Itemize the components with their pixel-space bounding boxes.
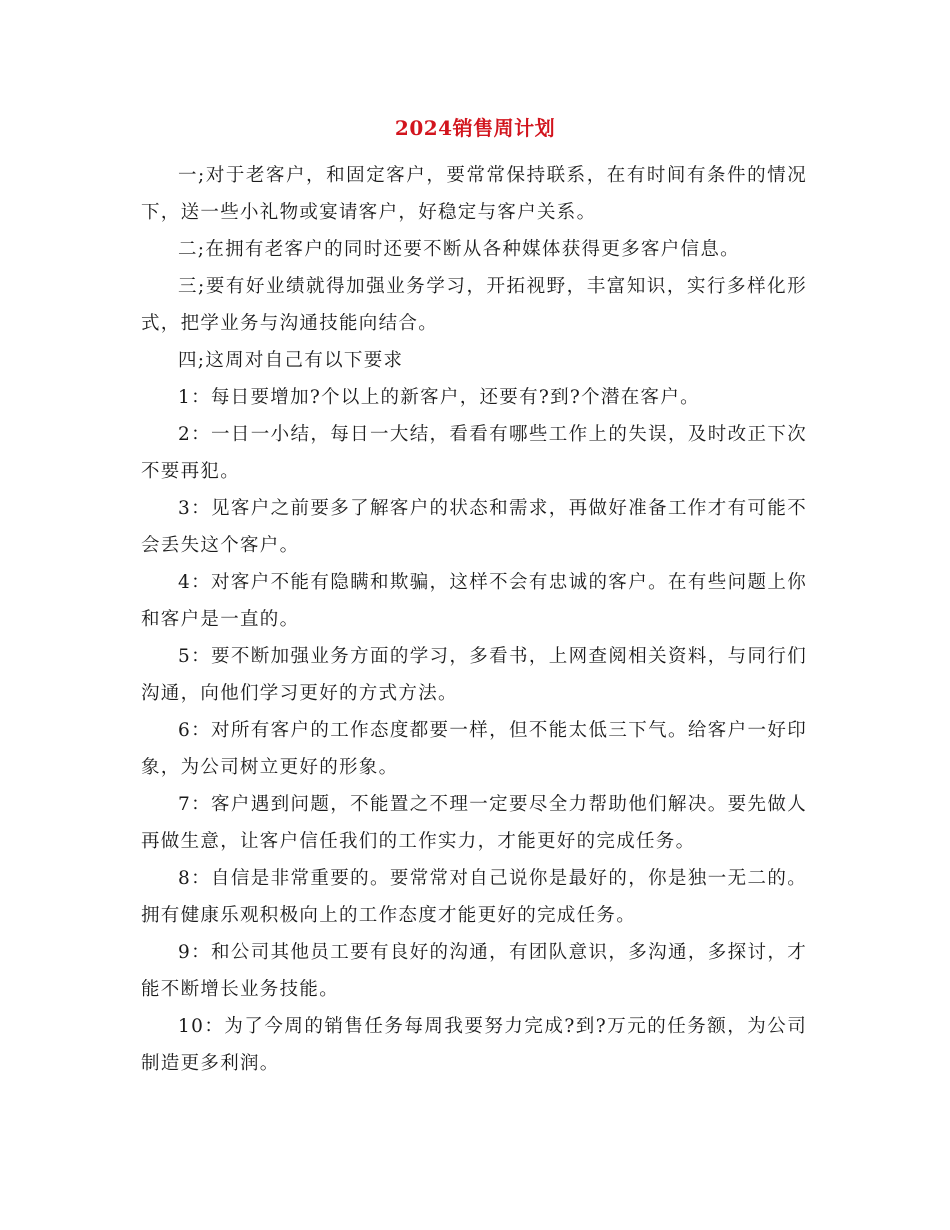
paragraph: 5：要不断加强业务方面的学习，多看书，上网查阅相关资料，与同行们沟通，向他们学习更好的方式方法。 xyxy=(141,646,807,704)
paragraph: 二;在拥有老客户的同时还要不断从各种媒体获得更多客户信息。 xyxy=(178,239,740,260)
paragraph: 1：每日要增加?个以上的新客户，还要有?到?个潜在客户。 xyxy=(178,387,700,408)
paragraph: 2：一日一小结，每日一大结，看看有哪些工作上的失误，及时改正下次不要再犯。 xyxy=(141,424,807,482)
paragraph: 一;对于老客户，和固定客户，要常常保持联系，在有时间有条件的情况下，送一些小礼物或宴请客户，好稳定与客户关系。 xyxy=(141,165,807,223)
paragraph: 9：和公司其他员工要有良好的沟通，有团队意识，多沟通，多探讨，才能不断增长业务技能。 xyxy=(141,942,807,1000)
paragraph: 10：为了今周的销售任务每周我要努力完成?到?万元的任务额，为公司制造更多利润。 xyxy=(141,1016,807,1074)
document-title: 2024销售周计划 xyxy=(394,116,556,140)
paragraph: 4：对客户不能有隐瞒和欺骗，这样不会有忠诚的客户。在有些问题上你和客户是一直的。 xyxy=(141,572,807,630)
paragraph: 3：见客户之前要多了解客户的状态和需求，再做好准备工作才有可能不会丢失这个客户。 xyxy=(141,498,807,556)
paragraph: 7：客户遇到问题，不能置之不理一定要尽全力帮助他们解决。要先做人再做生意，让客户信任我们的工作实力，才能更好的完成任务。 xyxy=(141,794,807,852)
paragraph: 8：自信是非常重要的。要常常对自己说你是最好的，你是独一无二的。拥有健康乐观积极向上的工作态度才能更好的完成任务。 xyxy=(141,868,807,926)
document-body xyxy=(141,157,807,1082)
paragraph: 6：对所有客户的工作态度都要一样，但不能太低三下气。给客户一好印象，为公司树立更好的形象。 xyxy=(141,720,807,778)
paragraph: 四;这周对自己有以下要求 xyxy=(178,350,404,371)
paragraph: 三;要有好业绩就得加强业务学习，开拓视野，丰富知识，实行多样化形式，把学业务与沟通技能向结合。 xyxy=(141,276,807,334)
